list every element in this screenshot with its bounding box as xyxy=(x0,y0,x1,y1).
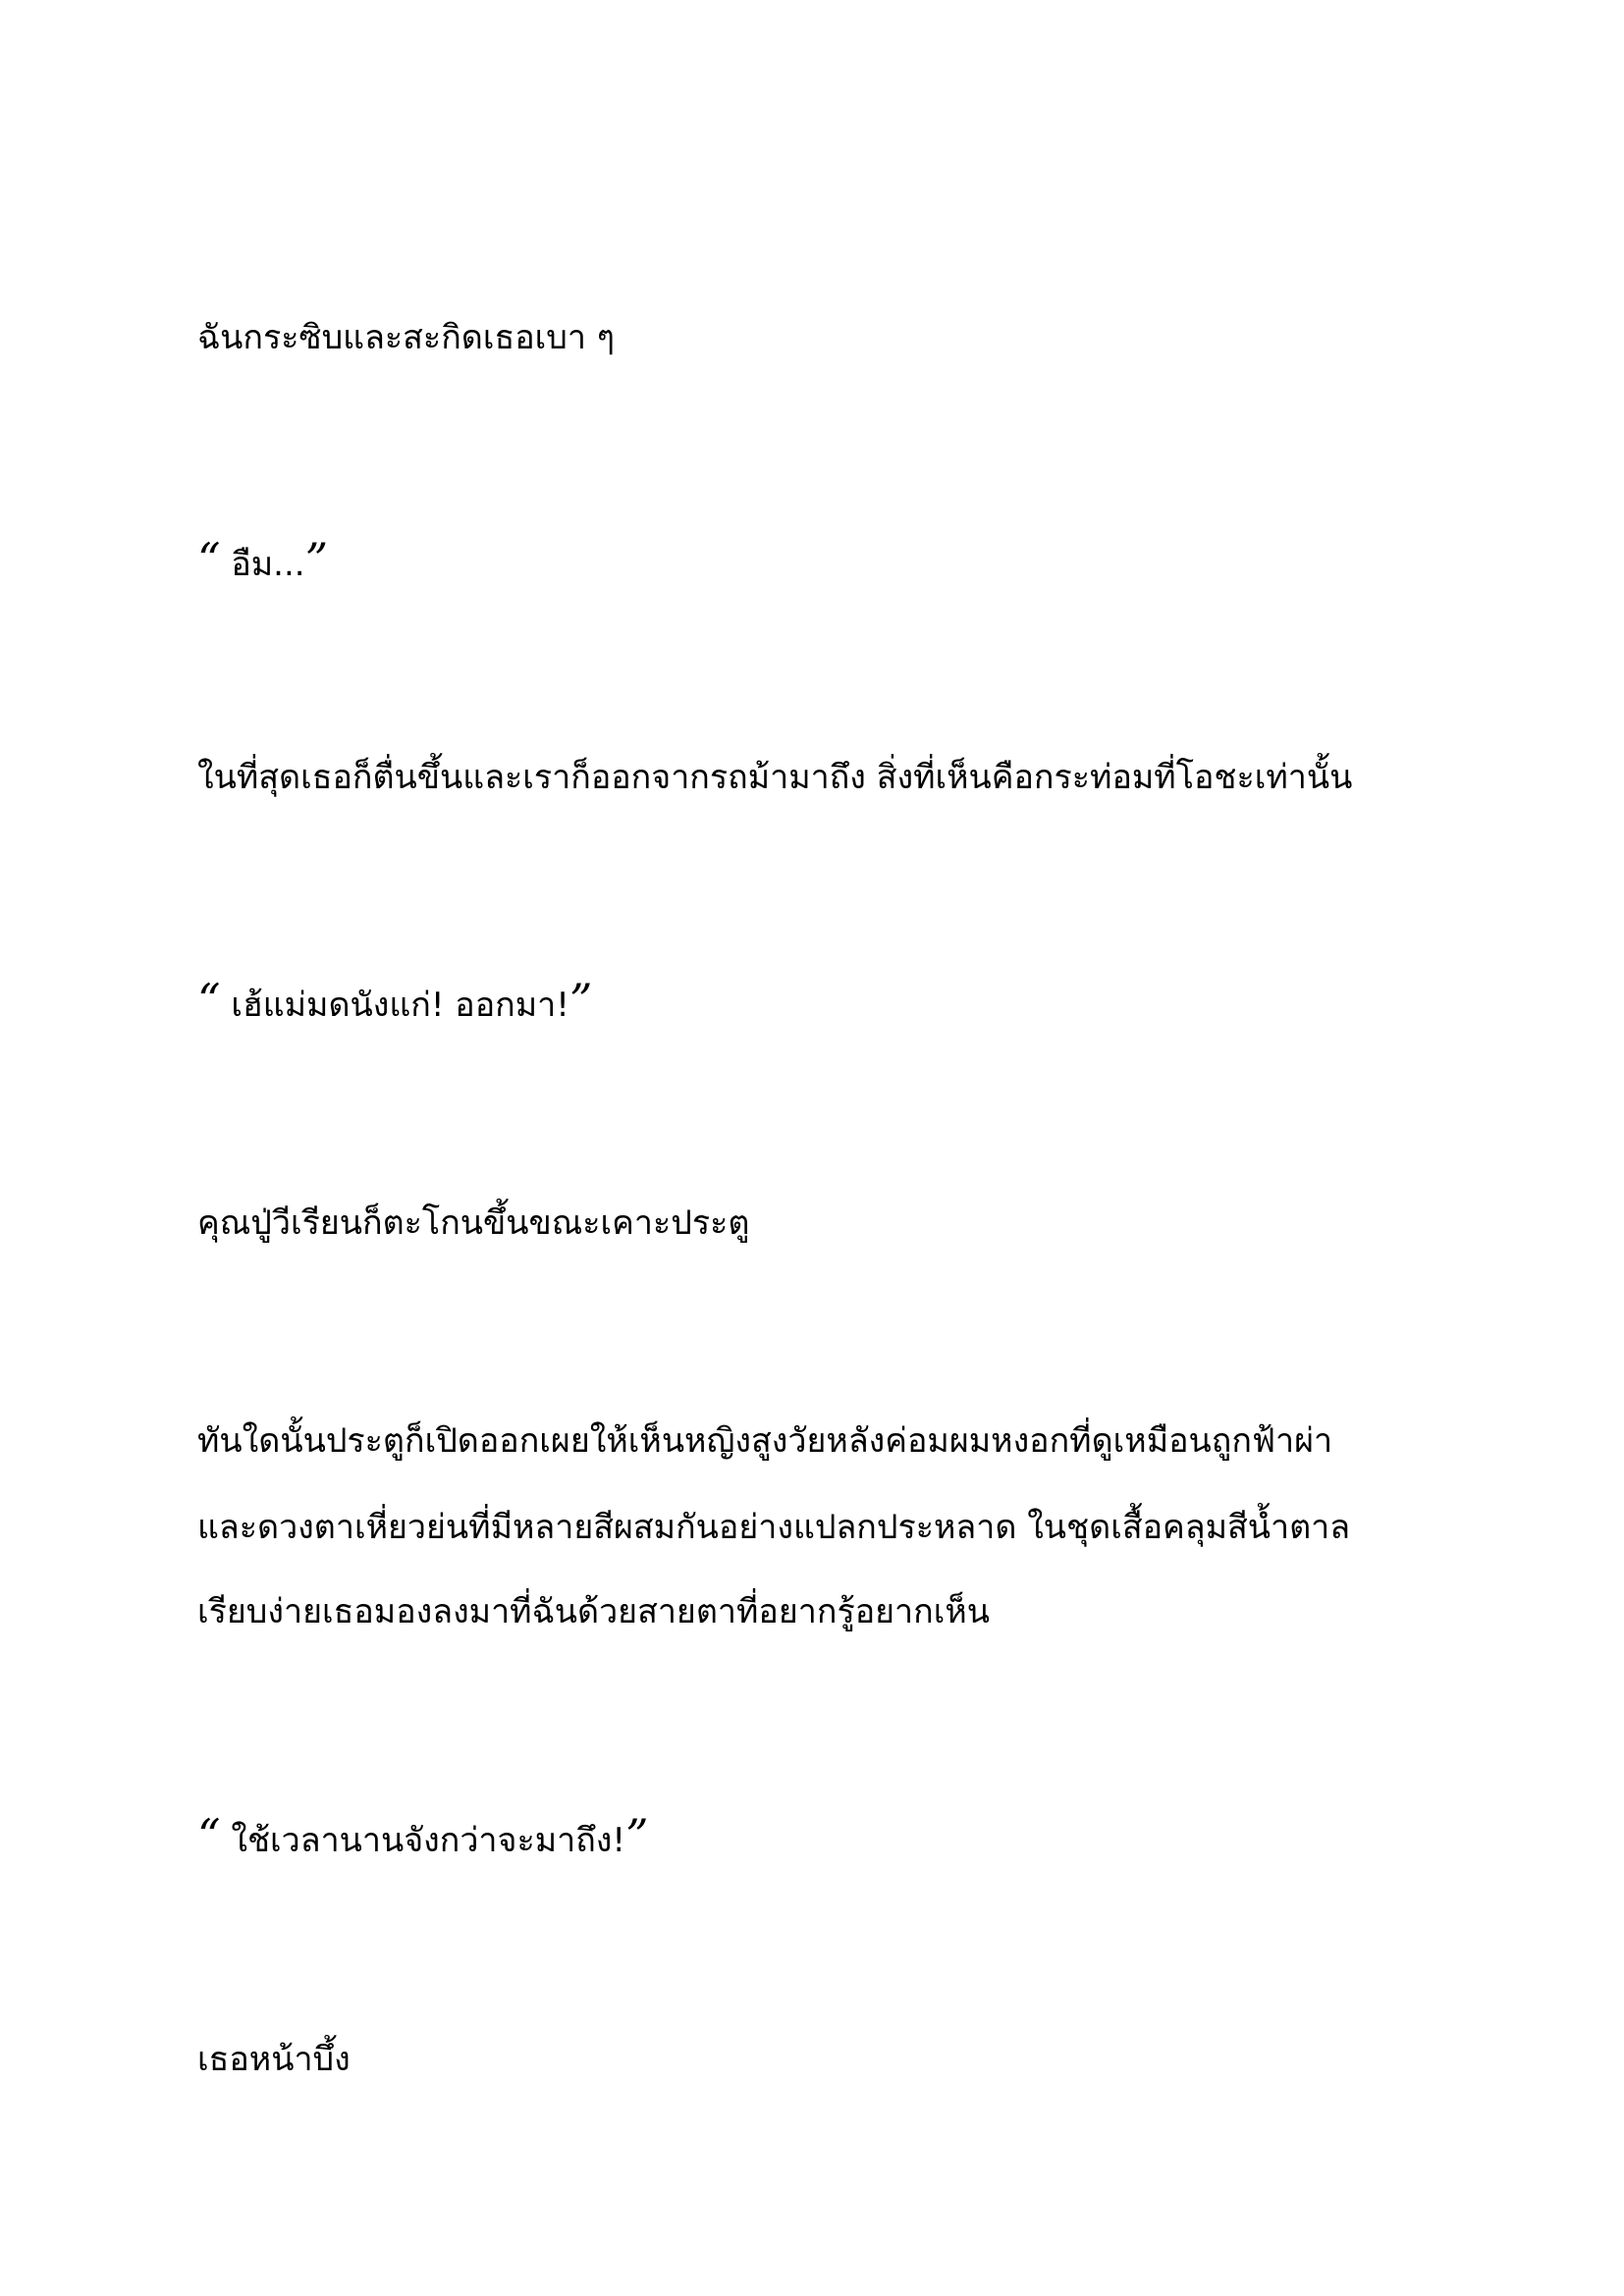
paragraph-text: คุณปู่วีเรียนก็ตะโกนขึ้นขณะเคาะประตู xyxy=(197,1203,750,1243)
paragraph-whisper xyxy=(197,316,615,359)
paragraph-door-line-1 xyxy=(197,1419,1332,1463)
dialogue-took-long xyxy=(197,1809,649,1862)
close-quote: ” xyxy=(304,533,329,586)
paragraph-text: และดวงตาเหี่ยวย่นที่มีหลายสีผสมกันอย่างแปลกประหลาด ในชุดเสื้อคลุมสีน้ำตาล xyxy=(197,1508,1351,1547)
paragraph-text: ทันใดนั้นประตูก็เปิดออกเผยให้เห็นหญิงสูงวัยหลังค่อมผมหงอกที่ดูเหมือนถูกฟ้าผ่า xyxy=(197,1421,1333,1461)
paragraph-door-line-2 xyxy=(197,1506,1350,1549)
paragraph-door-line-3 xyxy=(197,1590,990,1633)
paragraph-text: เธอหน้าบึ้ง xyxy=(197,2040,351,2079)
paragraph-text: ในที่สุดเธอก็ตื่นขึ้นและเราก็ออกจากรถม้ามาถึง สิ่งที่เห็นคือกระท่อมที่โอชะเท่านั้น xyxy=(197,758,1353,797)
paragraph-text: ฉันกระซิบและสะกิดเธอเบา ๆ xyxy=(197,318,616,357)
paragraph-frown xyxy=(197,2038,351,2081)
dialogue-text: ใช้เวลานานจังกว่าจะมาถึง! xyxy=(220,1821,626,1860)
dialogue-hmm xyxy=(197,533,329,586)
paragraph-arrival xyxy=(197,756,1352,799)
open-quote: “ xyxy=(197,533,221,586)
dialogue-call-witch xyxy=(197,974,593,1027)
open-quote: “ xyxy=(197,1809,221,1862)
dialogue-text: เฮ้แม่มดนังแก่! ออกมา! xyxy=(220,986,569,1025)
paragraph-knock xyxy=(197,1201,749,1245)
close-quote: ” xyxy=(568,974,593,1027)
paragraph-text: เรียบง่ายเธอมองลงมาที่ฉันด้วยสายตาที่อยากรู้อยากเห็น xyxy=(197,1592,991,1631)
open-quote: “ xyxy=(197,974,221,1027)
dialogue-text: อืม... xyxy=(220,545,305,584)
close-quote: ” xyxy=(625,1809,649,1862)
